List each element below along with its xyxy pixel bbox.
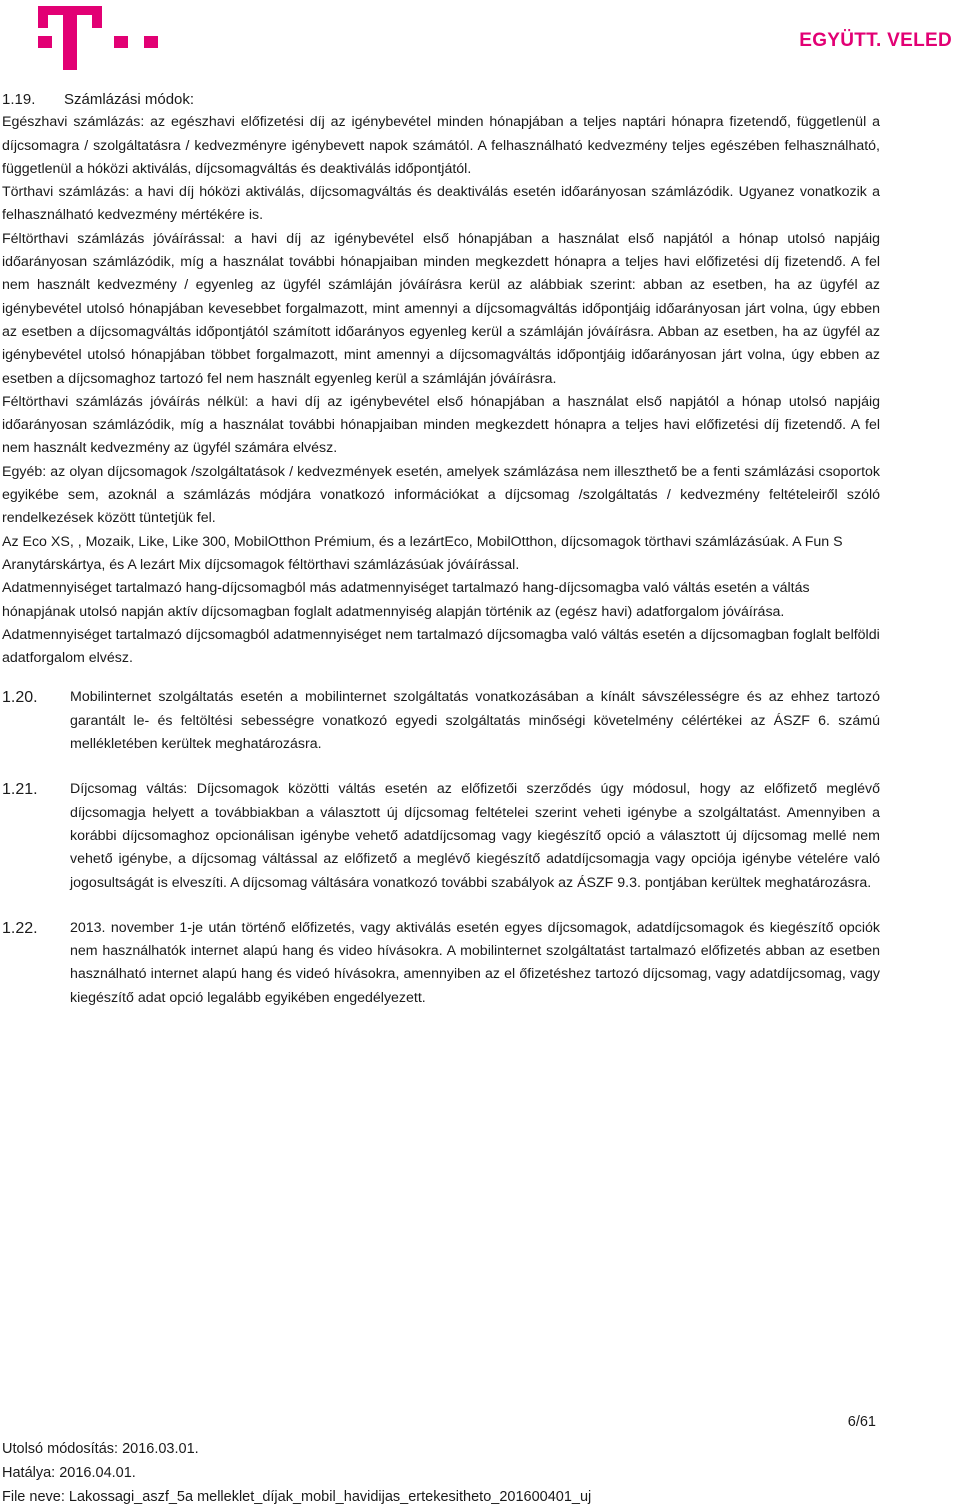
section-body: Díjcsomag váltás: Díjcsomagok közötti váltás esetén az előfizetői szerződés úgy módosul, hogy az előfizető meglévő díjcsomagja helyett a továbbiakban a választott új díjcsomag feltételei szerint veheti igénybe a szolgáltatást. Amennyiben a korábbi díjcsomaghoz opcionálisan igénybe vehető adatdíjcsomag vagy kiegészítő opció a választott új díjcsomag mellé nem vehető igénybe, a díjcsomag váltással az előfizető a meglévő kiegészítő adatdíjcsomagja vagy opciója igénybe vételére való jogosultságát is elveszíti. A díjcsomag váltására vonatkozó további szabályok az ÁSZF 9.3. pontjában kerültek meghatározásra. (70, 781, 880, 891)
term-torthavi: Törthavi számlázás: (2, 184, 130, 201)
term-mobilinternet: Mobilinternet szolgáltatás (70, 689, 234, 706)
paragraph-adatmennyiseg-1: Adatmennyiséget tartalmazó hang-díjcsomagból más adatmennyiséget tartalmazó hang-díjcsomagba való váltás esetén a váltás hónapjának utolsó napján aktív díjcsomagban foglalt adatmennyiség alapján történik az (egész havi) adatforgalom jóváírása. (2, 580, 810, 620)
section-body: Mobilinternet szolgáltatás esetén a mobilinternet szolgáltatás vonatkozásában a kínált sávszélességre és az ehhez tartozó garantált le- és feltöltési sebességre vonatkozó egyedi szolgáltatás minőségi követelmény célértékei az ÁSZF 6. számú mellékletében kerültek meghatározásra. (70, 689, 880, 753)
paragraph-feltorthavi-jovairassal: Féltörthavi számlázás jóváírással: a havi díj az igénybevétel első hónapjában a használat első napjától a hónap utolsó napjáig időarányosan számlázódik, míg a használat további hónapjaiban minden megkezdett hónapra a teljes havi előfizetési díj fizetendő. A fel nem használt kedvezmény / egyenleg az ügyfél számláján jóváírásra kerül az alábbiak szerint: abban az esetben, ha az ügyfél az igénybevétel utolsó hónapjában kevesebbet forgalmazott, mint amennyi a díjcsomagváltás időpontjáig időarányosan járt volna, úgy ebben az esetben a díjcsomagváltás időpontjától számított időarányos egyenleg kerül a számláján jóváírásra. Abban az esetben, ha az ügyfél az igénybevétel utolsó hónapjában többet forgalmazott, mint amennyi a díjcsomagváltás időpontjáig időarányosan járt volna, úgy ebben az esetben a díjcsomaghoz tartozó fel nem használt egyenleg kerül a számláján jóváírásra. (2, 230, 880, 387)
section-number: 1.21. (2, 781, 38, 799)
section-number: 1.19. (2, 91, 36, 108)
paragraph-adatmennyiseg-2: Adatmennyiséget tartalmazó díjcsomagból adatmennyiséget nem tartalmazó díjcsomagba való váltás esetén a díjcsomagban foglalt belföldi adatforgalom elvész. (2, 626, 880, 667)
term-feltorthavi-jovairas-nelkul: Féltörthavi számlázás jóváírás nélkül: (2, 393, 249, 410)
section-number: 1.20. (2, 689, 38, 707)
term-egeszhavi: Egészhavi számlázás: (2, 114, 145, 131)
term-egyeb: Egyéb: (2, 463, 47, 480)
section-number: 1.22. (2, 919, 38, 937)
paragraph-torthavi: Törthavi számlázás: a havi díj hóközi aktiválás, díjcsomagváltás és deaktiválás esetén időarányosan számlázódik. Ugyanez vonatkozik a felhasználható kedvezmény mértékére is. (2, 184, 880, 224)
section-1-19-heading (2, 88, 880, 111)
paragraph-egeszhavi: Egészhavi számlázás: az egészhavi előfizetési díj az igénybevétel minden hónapjában a teljes naptári hónapra fizetendő, függetlenül a díjcsomagra / szolgáltatásra / kedvezményre igénybevett napok számától. A felhasználható kedvezmény teljes egészében felhasználható, függetlenül a hóközi aktiválás, díjcsomagváltás és deaktiválás időpontjától. (2, 114, 880, 177)
paragraph-feltorthavi-jovairas-nelkul: Féltörthavi számlázás jóváírás nélkül: a havi díj az igénybevétel első hónapjában a használat első napjától a hónap utolsó napjáig időarányosan számlázódik, míg a használat további hónapjaiban minden megkezdett hónapra a teljes havi előfizetési díj fizetendő. A fel nem használt kedvezmény az ügyfél számára elvész. (2, 393, 881, 457)
section-1-20 (2, 686, 880, 756)
section-1-21 (2, 778, 880, 894)
page-number: 6/61 (847, 1414, 876, 1430)
last-modified: Utolsó módosítás: 2016.03.01. (2, 1441, 199, 1457)
paragraph-egyeb: Egyéb: az olyan díjcsomagok /szolgáltatások / kedvezmények esetén, amelyek számlázása nem illeszthető be a fenti számlázási csoportok egyikébe sem, azoknál a számlázás módjára vonatkozó információkat a díjcsomag /szolgáltatás / kedvezmény feltételeiről szóló rendelkezések között tüntetjük fel. (2, 463, 880, 527)
telekom-logo-icon (38, 6, 170, 70)
brand-slogan: EGYÜTT. VELED (799, 30, 952, 51)
section-body: 2013. november 1-je után történő előfizetés, vagy aktiválás esetén egyes díjcsomagok, adatdíjcsomagok és kiegészítő opciók nem használhatók internet alapú hang és video hívásokra. A mobilinternet szolgáltatást tartalmazó előfizetés abban az esetben használható internet alapú hang és videó hívásokra, amennyiben az el őfizetéshez tartozó díjcsomag, vagy adatdíjcsomag, vagy kiegészítő adat opció legalább egyikében engedélyezett. (70, 919, 880, 1006)
paragraph-dijcsomag-lista: Az Eco XS, , Mozaik, Like, Like 300, MobilOtthon Prémium, és a lezártEco, MobilOtthon, díjcsomagok törthavi számlázásúak. A Fun S Aranytárskártya, és A lezárt Mix díjcsomagok féltörthavi számlázásúak jóváírással. (2, 533, 843, 573)
footer (2, 1437, 591, 1509)
file-name: File neve: Lakossagi_aszf_5a melleklet_díjak_mobil_havidijas_ertekesitheto_201600401_uj (2, 1489, 592, 1505)
document-body (2, 88, 880, 1010)
term-feltorthavi-jovairassal: Féltörthavi számlázás jóváírással: (2, 230, 226, 247)
term-dijcsomag-valtas: Díjcsomag váltás: (70, 781, 188, 798)
section-title: Számlázási módok: (64, 91, 195, 108)
section-1-22 (2, 917, 880, 1010)
effective-date: Hatálya: 2016.04.01. (2, 1465, 136, 1481)
